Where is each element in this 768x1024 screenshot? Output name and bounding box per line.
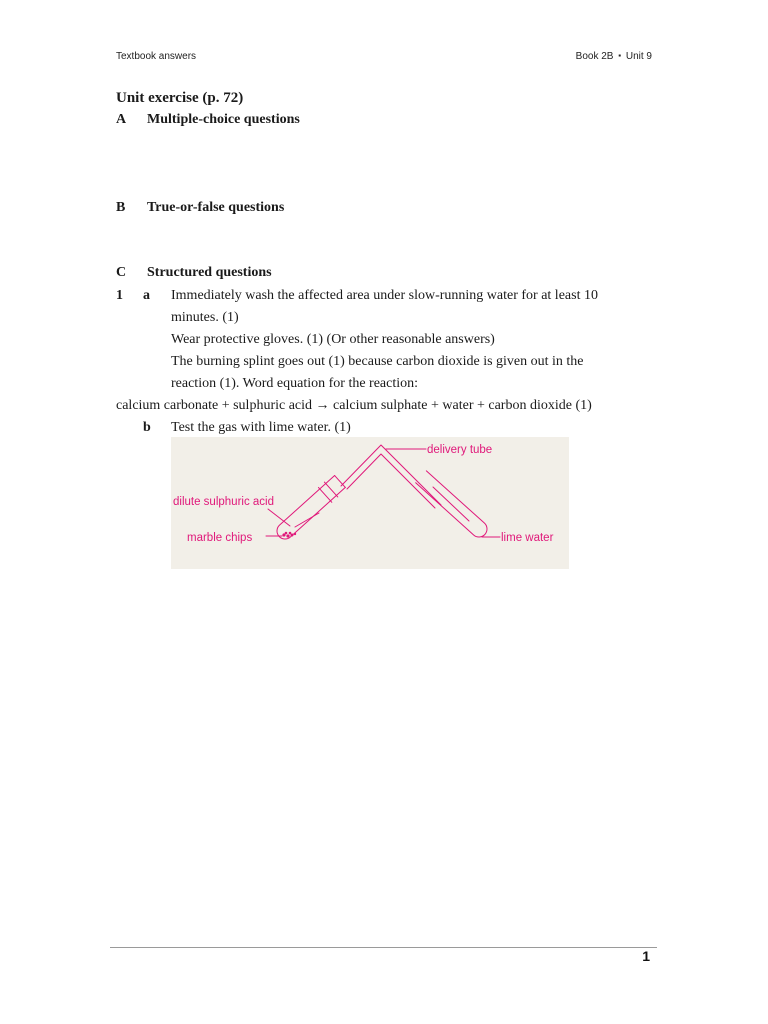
stopper-left [318, 482, 337, 502]
section-b-title: True-or-false questions [147, 200, 285, 215]
section-c-letter: C [116, 265, 127, 280]
question-number: 1 [116, 288, 123, 303]
section-a-title: Multiple-choice questions [147, 112, 300, 127]
label-marble-chips: marble chips [187, 532, 253, 544]
section-c-title: Structured questions [147, 265, 272, 280]
apparatus-figure [171, 437, 569, 569]
leader-dilute-acid [268, 509, 290, 526]
label-dilute-acid: dilute sulphuric acid [173, 496, 275, 508]
running-header-left: Textbook answers [116, 51, 197, 62]
section-a-letter: A [116, 112, 127, 127]
running-header-right [576, 51, 652, 62]
section-b-letter: B [116, 200, 126, 215]
header-separator: ▪ [618, 51, 622, 60]
part-a-line-3: Wear protective gloves. (1) (Or other reasonable answers) [171, 332, 495, 347]
footer-rule [110, 947, 657, 948]
header-book: Book 2B [575, 51, 614, 62]
exercise-title: Unit exercise (p. 72) [116, 90, 244, 106]
acid-level-line [295, 513, 319, 527]
label-lime-water: lime water [501, 532, 554, 544]
part-a-line-5: reaction (1). Word equation for the reaction: [171, 376, 419, 391]
part-a-line-1: Immediately wash the affected area under slow-running water for at least 10 [171, 288, 598, 303]
part-b-label: b [143, 420, 151, 435]
part-b-line-1: Test the gas with lime water. (1) [171, 420, 351, 435]
apparatus-diagram [171, 437, 569, 569]
word-equation: calcium carbonate + sulphuric acid → calcium sulphate + water + carbon dioxide (1) [116, 398, 592, 413]
header-unit: Unit 9 [625, 51, 652, 62]
part-a-line-4: The burning splint goes out (1) because carbon dioxide is given out in the [171, 354, 584, 369]
page-number: 1 [642, 948, 650, 964]
delivery-tube [341, 445, 441, 508]
part-a-line-2: minutes. (1) [171, 310, 239, 325]
marble-chips-symbols [282, 532, 296, 538]
label-delivery-tube: delivery tube [427, 444, 493, 456]
part-a-label: a [143, 288, 150, 303]
boiling-tube-left [274, 476, 346, 543]
